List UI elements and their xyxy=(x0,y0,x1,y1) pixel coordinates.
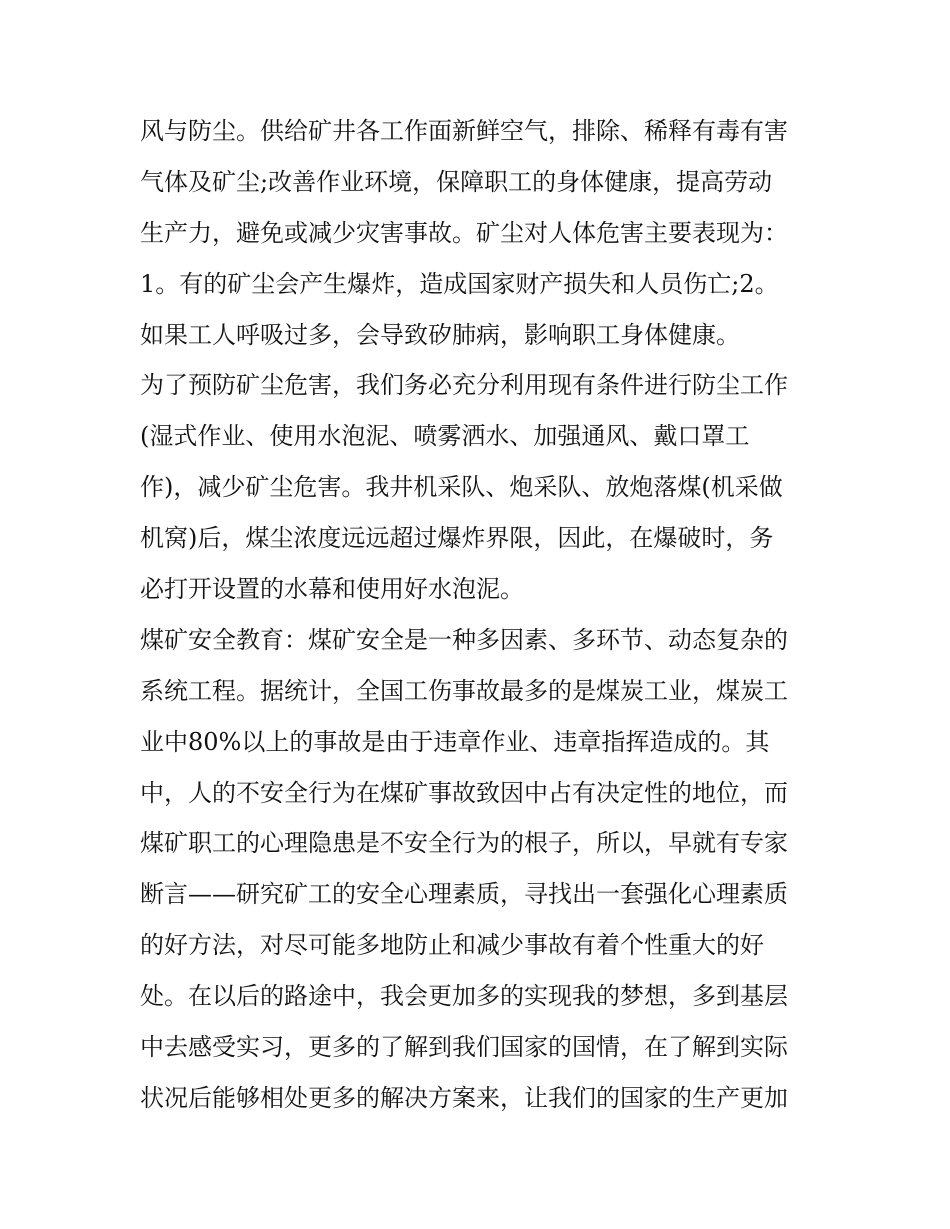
text-line: 中，人的不安全行为在煤矿事故致因中占有决定性的地位，而 xyxy=(140,778,788,807)
text-line: 的好方法，对尽可能多地防止和减少事故有着个性重大的好 xyxy=(140,931,764,960)
text-line: 状况后能够相处更多的解决方案来，让我们的国家的生产更加 xyxy=(140,1083,788,1112)
text-line: 1。有的矿尘会产生爆炸，造成国家财产损失和人员伤亡;2。 xyxy=(140,269,779,298)
text-line: 中去感受实习，更多的了解到我们国家的国情，在了解到实际 xyxy=(140,1033,788,1062)
text-line: (湿式作业、使用水泡泥、喷雾洒水、加强通风、戴口罩工 xyxy=(140,422,750,451)
body-text xyxy=(140,106,830,1124)
text-line: 风与防尘。供给矿井各工作面新鲜空气，排除、稀释有毒有害 xyxy=(140,117,788,145)
text-line: 煤矿安全教育：煤矿安全是一种多因素、多环节、动态复杂的 xyxy=(140,625,788,654)
text-line: 必打开设置的水幕和使用好水泡泥。 xyxy=(140,575,524,604)
text-line: 生产力，避免或减少灾害事故。矿尘对人体危害主要表现为： xyxy=(140,218,788,247)
text-line: 断言——研究矿工的安全心理素质，寻找出一套强化心理素质 xyxy=(140,880,788,909)
text-line: 机窝)后，煤尘浓度远远超过爆炸界限，因此，在爆破时，务 xyxy=(140,524,774,553)
text-line: 煤矿职工的心理隐患是不安全行为的根子，所以，早就有专家 xyxy=(140,829,788,858)
text-line: 业中80%以上的事故是由于违章作业、违章指挥造成的。其 xyxy=(140,727,770,756)
text-line: 系统工程。据统计，全国工伤事故最多的是煤炭工业，煤炭工 xyxy=(140,676,788,705)
text-line: 为了预防矿尘危害，我们务必充分利用现有条件进行防尘工作 xyxy=(140,371,788,400)
text-line: 气体及矿尘;改善作业环境，保障职工的身体健康，提高劳动 xyxy=(140,167,773,196)
text-line: 处。在以后的路途中，我会更加多的实现我的梦想，多到基层 xyxy=(140,982,788,1011)
text-line: 如果工人呼吸过多，会导致矽肺病，影响职工身体健康。 xyxy=(140,320,740,349)
text-line: 作)，减少矿尘危害。我井机采队、炮采队、放炮落煤(机采做 xyxy=(140,473,783,502)
